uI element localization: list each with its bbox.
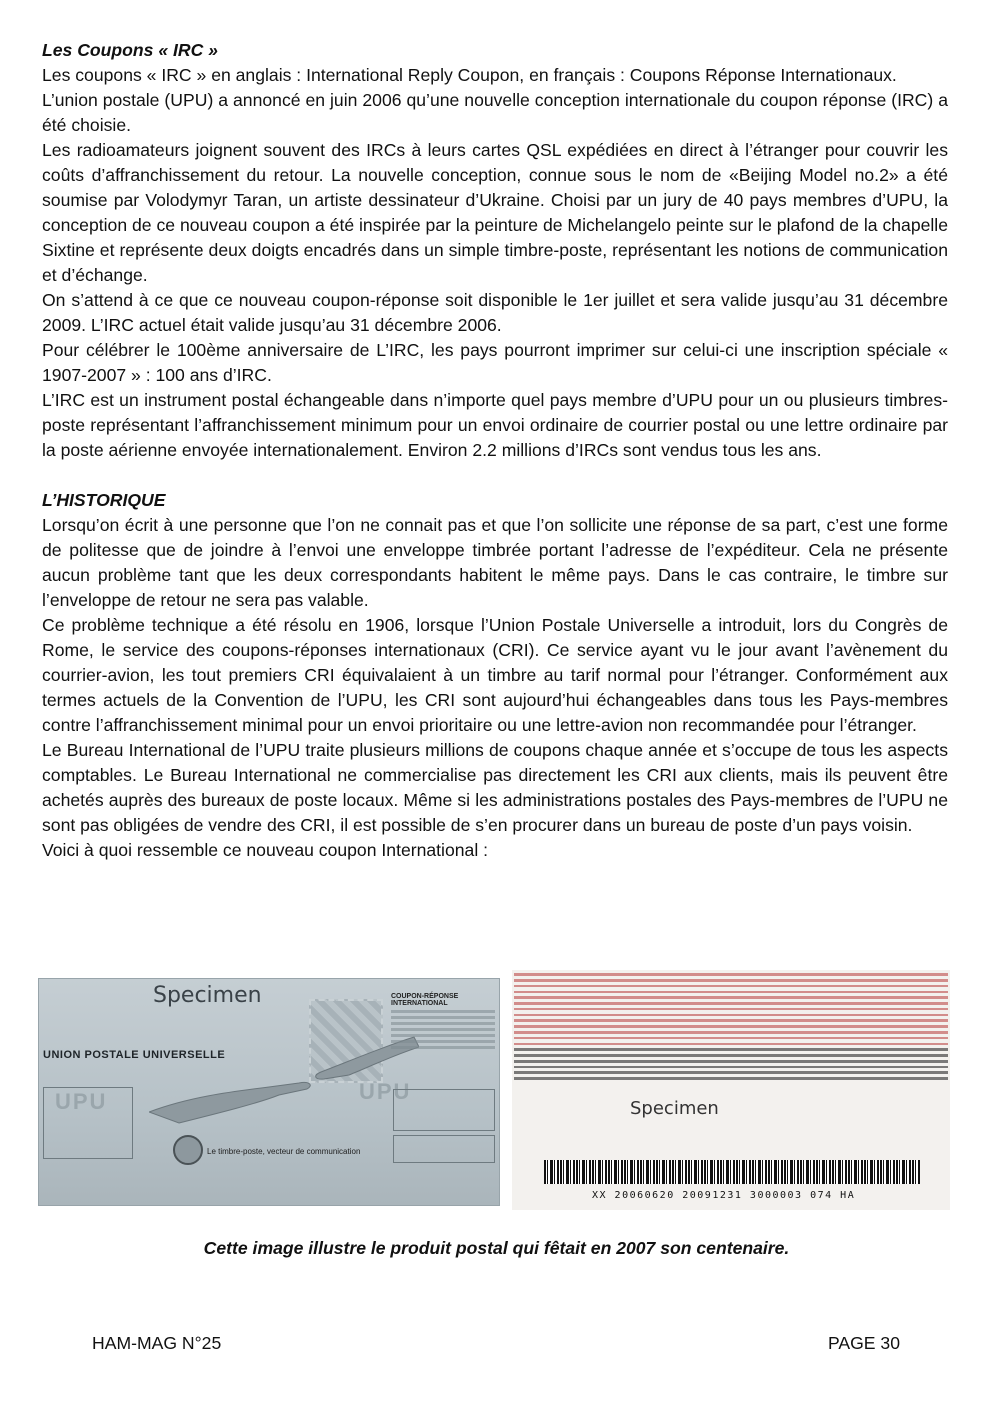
serial-number: XX 20060620 20091231 3000003 074 HA <box>592 1190 856 1201</box>
paragraph: Le Bureau International de l’UPU traite plusieurs millions de coupons chaque année et s’occupe de tous les aspects comptables. Le Bureau International ne commercialise pas directement les CRI aux clients, mais ils peuvent être achetés auprès des bureaux de poste locaux. Même si les administrations postales des Pays-membres de l’UPU ne sont pas obligées de vendre des CRI, il est possible de s’en procurer dans un bureau de poste d’un pays voisin. <box>42 740 948 835</box>
specimen-label: Specimen <box>630 1098 719 1119</box>
coupon-front-image <box>38 978 500 1206</box>
section-heading-historique: L’HISTORIQUE <box>42 490 166 510</box>
hands-illustration <box>149 1017 419 1127</box>
upu-watermark: UPU <box>55 1089 108 1114</box>
specimen-label: Specimen <box>153 983 262 1008</box>
coupon-figure <box>38 970 950 1210</box>
coupon-title: COUPON-RÉPONSE INTERNATIONAL <box>391 993 459 1007</box>
paragraph: Lorsqu’on écrit à une personne que l’on ne connait pas et que l’on sollicite une réponse de sa part, c’est une forme de politesse que de joindre à l’envoi une enveloppe timbrée portant l’adresse de l’expéditeur. Cela ne présente aucun problème tant que les deux correspondants habitent le même pays. Dans le cas contraire, le timbre sur l’enveloppe de retour ne sera pas valable. <box>42 515 948 610</box>
paragraph: Pour célébrer le 100ème anniversaire de L’IRC, les pays pourront imprimer sur celui-ci une inscription spéciale « 1907-2007 » : 100 ans d’IRC. <box>42 340 948 385</box>
multilingual-text <box>514 970 948 1083</box>
section-heading-irc: Les Coupons « IRC » <box>42 40 218 60</box>
paragraph: Les coupons « IRC » en anglais : International Reply Coupon, en français : Coupons Réponse Internationaux. <box>42 65 897 85</box>
barcode <box>544 1160 920 1184</box>
coupon-back-image <box>512 970 950 1210</box>
figure-caption: Cette image illustre le produit postal qui fêtait en 2007 son centenaire. <box>203 1238 790 1258</box>
coupon-slogan: Le timbre-poste, vecteur de communication <box>207 1147 361 1156</box>
paragraph: On s’attend à ce que ce nouveau coupon-réponse soit disponible le 1er juillet et sera valide jusqu’au 31 décembre 2009. L’IRC actuel était valide jusqu’au 31 décembre 2006. <box>42 290 948 335</box>
paragraph: L’IRC est un instrument postal échangeable dans n’importe quel pays membre d’UPU pour un ou plusieurs timbres-poste représentant l’affranchissement minimum pour un envoi ordinaire de courrier postal ou une lettre ordinaire par la poste aérienne envoyée internationalement. Environ 2.2 millions d’IRCs sont vendus tous les ans. <box>42 390 948 460</box>
paragraph: Les radioamateurs joignent souvent des IRCs à leurs cartes QSL expédiées en direct à l’étranger pour couvrir les coûts d’affranchissement du retour. La nouvelle conception, connue sous le nom de «Beijing Model no.2» a été soumise par Volodymyr Taran, un artiste dessinateur d’Ukraine. Choisi par un jury de 40 pays membres d’UPU, la conception de ce nouveau coupon a été inspirée par la peinture de Michelangelo peinte sur le plafond de la chapelle Sixtine et représente deux doigts encadrés dans un simple timbre-poste, représentant les notions de communication et d’échange. <box>42 140 948 285</box>
page-number: PAGE 30 <box>827 1333 900 1353</box>
upu-watermark: UPU <box>359 1079 412 1104</box>
article-body <box>42 38 948 863</box>
magazine-issue: HAM-MAG N°25 <box>92 1333 222 1353</box>
organization-name: UNION POSTALE UNIVERSELLE <box>43 1049 226 1061</box>
spacer <box>42 463 948 488</box>
paragraph: L’union postale (UPU) a annoncé en juin 2006 qu’une nouvelle conception internationale du coupon réponse (IRC) a été choisie. <box>42 90 948 135</box>
date-box <box>393 1089 495 1131</box>
stamp-box <box>393 1135 495 1163</box>
paragraph: Voici à quoi ressemble ce nouveau coupon International : <box>42 840 489 860</box>
paragraph: Ce problème technique a été résolu en 1906, lorsque l’Union Postale Universelle a introduit, lors du Congrès de Rome, le service des coupons-réponses internationaux (CRI). Ce service ayant vu le jour avant l’avènement du courrier-avion, les tout premiers CRI équivalaient à un timbre au tarif normal pour l’étranger. Conformément aux termes actuels de la Convention de l’UPU, les CRI sont aujourd’hui échangeables dans tous les Pays-membres contre l’affranchissement minimal pour un envoi prioritaire ou une lettre-avion non recommandée pour l’étranger. <box>42 615 948 735</box>
seal-icon <box>173 1135 203 1165</box>
